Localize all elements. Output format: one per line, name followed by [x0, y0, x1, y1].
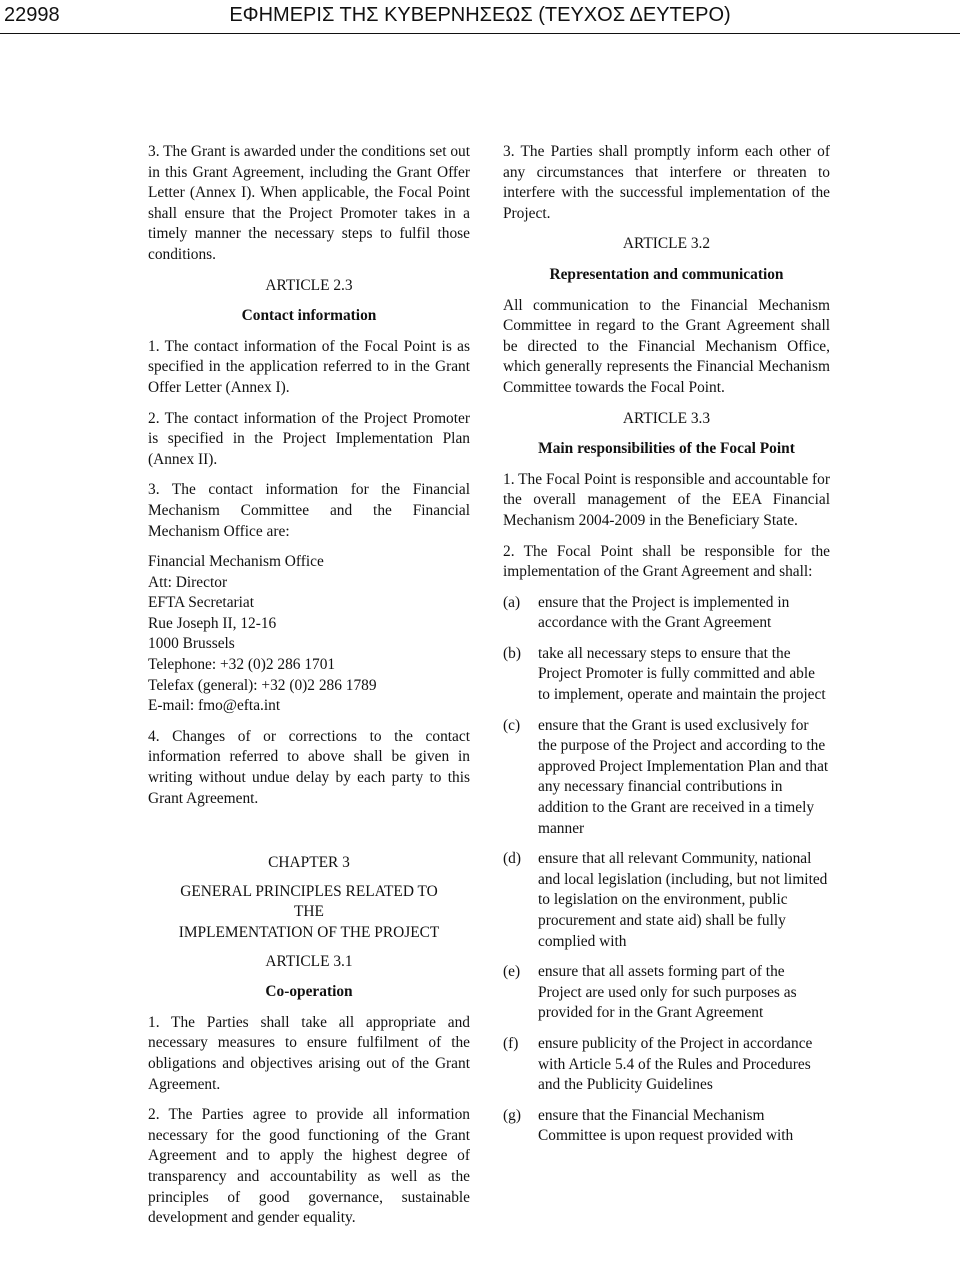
paragraph-focal-point-responsible: 1. The Focal Point is responsible and accountable for the overall management of the EEA Financial Mechanism 2004-2009 in the Beneficiary State. [503, 470, 830, 529]
address-line: Att: Director [148, 573, 228, 591]
list-item-label: (f) [503, 1034, 519, 1052]
list-item-text: ensure publicity of the Project in accordance with Article 5.4 of the Rules and Procedures and the Publicity Guidelines [538, 1034, 813, 1094]
article-3-2-title: ARTICLE 3.2 [622, 235, 711, 253]
list-item-label: (b) [503, 644, 521, 662]
address-telephone: Telephone: +32 (0)2 286 1701 [148, 656, 336, 674]
article-3-1-heading: Co-operation [265, 983, 353, 1001]
paragraph-contact-changes: 4. Changes of or corrections to the contact information referred to above shall be given in writing without undue delay by each party to this Grant Agreement. [148, 727, 470, 807]
paragraph-cooperation-measures: 1. The Parties shall take all appropriate and necessary measures to ensure fulfilment of the obligations and objectives arising out of the Grant Agreement. [148, 1013, 470, 1093]
paragraph-fmo-contact: 3. The contact information for the Financial Mechanism Committee and the Financial Mechanism Office are: [148, 481, 470, 540]
article-3-1-title: ARTICLE 3.1 [265, 952, 353, 970]
paragraph-promoter-contact: 2. The contact information of the Project Promoter is specified in the Project Implementation Plan (Annex II). [148, 409, 470, 468]
right-column [503, 142, 830, 1157]
fmo-address [148, 552, 470, 717]
list-item [503, 962, 830, 1024]
left-column [148, 142, 470, 1239]
list-item-label: (c) [503, 716, 521, 734]
chapter-title-line: GENERAL PRINCIPLES RELATED TO [180, 882, 438, 900]
chapter-title-line: IMPLEMENTATION OF THE PROJECT [178, 924, 440, 941]
paragraph-focal-point-contact: 1. The contact information of the Focal Point is as specified in the application referred to in the Grant Offer Letter (Annex I). [148, 337, 470, 396]
list-item-text: ensure that the Financial Mechanism Committee is upon request provided with [538, 1106, 794, 1145]
paragraph-inform-parties: 3. The Parties shall promptly inform each other of any circumstances that interfere or threaten to interfere with the successful implementation of the Project. [503, 143, 830, 222]
header-rule [0, 33, 960, 34]
list-item [503, 1106, 830, 1147]
paragraph-cooperation-information: 2. The Parties agree to provide all information necessary for the good functioning of the Grant Agreement and to apply the highest degree of transparency and accountability as well as the principles of good governance, sustainable development and gender equality. [148, 1106, 470, 1227]
address-line: Rue Joseph II, 12-16 [148, 614, 277, 632]
list-item-text: ensure that all assets forming part of the Project are used only for such purposes as provided for in the Grant Agreement [538, 963, 797, 1022]
list-item-text: ensure that the Grant is used exclusively for the purpose of the Project and according to the approved Project Implementation Plan and that any necessary financial contributions in addition to the Grant are received in a timely manner [538, 716, 829, 837]
list-item-label: (d) [503, 850, 521, 868]
list-item [503, 644, 830, 706]
list-item-label: (g) [503, 1106, 521, 1124]
list-item [503, 849, 830, 952]
address-line: Financial Mechanism Office [148, 553, 324, 571]
gazette-title: ΕΦΗΜΕΡΙΣ ΤΗΣ ΚΥΒΕΡΝΗΣΕΩΣ (ΤΕΥΧΟΣ ΔΕΥΤΕΡΟ) [229, 4, 731, 26]
article-3-3-heading: Main responsibilities of the Focal Point [538, 440, 795, 458]
list-item [503, 716, 830, 840]
list-item [503, 1034, 830, 1096]
address-line: 1000 Brussels [148, 635, 235, 653]
chapter-number: CHAPTER 3 [268, 854, 350, 872]
article-2-3-title: ARTICLE 2.3 [265, 276, 353, 294]
page-number: 22998 [4, 4, 60, 26]
list-item-text: take all necessary steps to ensure that the Project Promoter is fully committed and able to implement, operate and maintain the project [538, 644, 826, 704]
address-email: E-mail: fmo@efta.int [148, 697, 281, 715]
address-telefax: Telefax (general): +32 (0)2 286 1789 [148, 676, 377, 694]
list-item [503, 593, 830, 634]
address-line: EFTA Secretariat [148, 594, 255, 612]
list-item-label: (e) [503, 963, 521, 981]
article-3-3-title: ARTICLE 3.3 [622, 409, 711, 427]
list-item-text: ensure that the Project is implemented in accordance with the Grant Agreement [538, 593, 790, 632]
list-item-label: (a) [503, 593, 521, 611]
chapter-title-line: THE [294, 903, 324, 921]
paragraph-communication: All communication to the Financial Mechanism Committee in regard to the Grant Agreement shall be directed to the Financial Mechanism Office, which generally represents the Financial Mechanism Committee towards the Focal Point. [503, 296, 830, 396]
page-header [0, 0, 960, 34]
paragraph-focal-point-shall: 2. The Focal Point shall be responsible for the implementation of the Grant Agreement and shall: [503, 542, 830, 581]
article-3-2-heading: Representation and communication [549, 265, 784, 283]
article-2-3-heading: Contact information [241, 307, 377, 325]
list-item-text: ensure that all relevant Community, national and local legislation (including, but not limited to legislation on the environment, public procurement and state aid) shall be fully complied with [538, 850, 828, 950]
chapter-3-heading [148, 853, 470, 943]
paragraph-grant-conditions: 3. The Grant is awarded under the conditions set out in this Grant Agreement, including the Grant Offer Letter (Annex I). When applicable, the Focal Point shall ensure that the Project Promoter takes in a timely manner the necessary steps to fulfil those conditions. [148, 143, 470, 263]
